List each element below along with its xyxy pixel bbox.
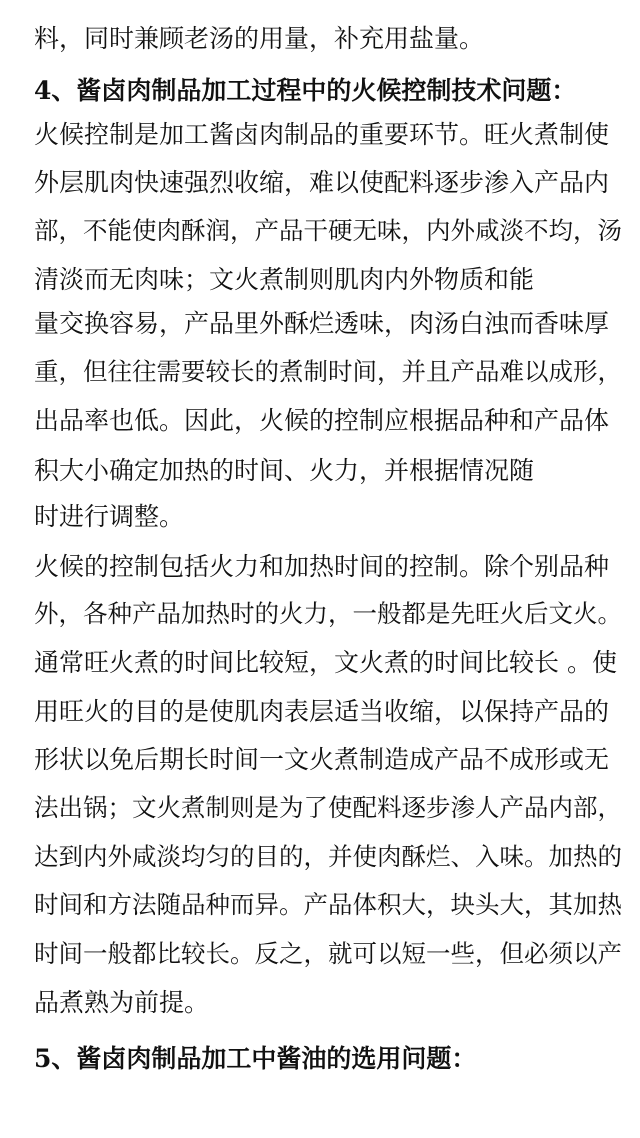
text-line: 用旺火的目的是使肌肉表层适当收缩，以保持产品的 [34, 697, 610, 726]
text-line: 外，各种产品加热时的火力，一般都是先旺火后文火。 [34, 599, 622, 628]
text-line: 品煮熟为前提。 [34, 988, 210, 1017]
text-line: 时进行调整。 [34, 502, 185, 531]
text-line: 出品率也低。因此，火候的控制应根据品种和产品体 [34, 406, 610, 435]
text-line: 火候控制是加工酱卤肉制品的重要环节。旺火煮制使 [34, 120, 610, 149]
text-line: 量交换容易，产品里外酥烂透味，肉汤白浊而香味厚 [34, 309, 610, 338]
section-heading-4: 4、酱卤肉制品加工过程中的火候控制技术问题： [34, 76, 577, 105]
text-line: 部，不能使肉酥润，产品干硬无味，内外咸淡不均，汤 [34, 216, 622, 245]
text-line: 达到内外咸淡均匀的目的，并使肉酥烂、入味。加热的 [34, 842, 622, 871]
text-line: 外层肌肉快速强烈收缩，难以使配料逐步渗入产品内 [34, 168, 610, 197]
text-line: 法出锅；文火煮制则是为了使配料逐步渗人产品内部， [34, 793, 622, 822]
text-line: 积大小确定加热的时间、火力，并根据情况随 [34, 456, 535, 485]
text-line: 时间和方法随品种而异。产品体积大，块头大，其加热 [34, 890, 622, 919]
text-line: 火候的控制包括火力和加热时间的控制。除个别品种 [34, 552, 610, 581]
text-line: 重，但往往需要较长的煮制时间，并且产品难以成形， [34, 357, 622, 386]
text-line: 时间一般都比较长。反之，就可以短一些，但必须以产 [34, 939, 622, 968]
section-heading-5: 5、酱卤肉制品加工中酱油的选用问题： [34, 1044, 477, 1073]
text-line: 料，同时兼顾老汤的用量，补充用盐量。 [34, 24, 485, 53]
text-line: 清淡而无肉味；文火煮制则肌肉内外物质和能 [34, 265, 535, 294]
text-line: 通常旺火煮的时间比较短，文火煮的时间比较长 。使 [34, 648, 617, 677]
text-line: 形状以免后期长时间一文火煮制造成产品不成形或无 [34, 745, 610, 774]
